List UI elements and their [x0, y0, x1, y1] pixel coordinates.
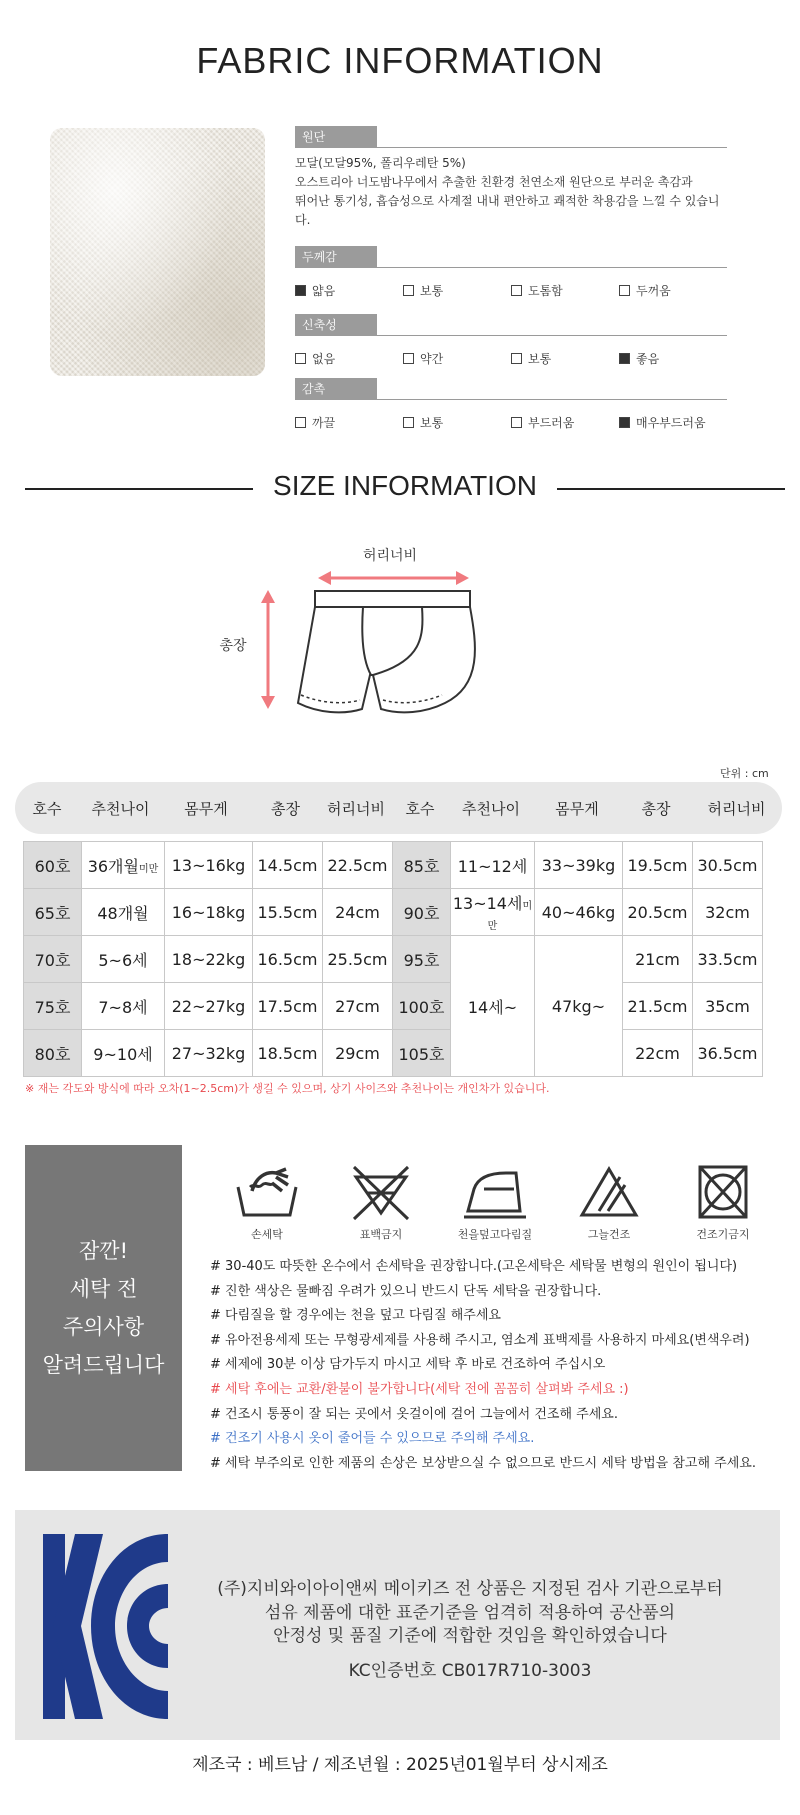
option-item: 도톰함 — [511, 282, 619, 299]
option-item: 얇음 — [295, 282, 403, 299]
option-item: 매우부드러움 — [619, 414, 727, 431]
table-row: 65호 48개월 16~18kg 15.5cm 24cm 90호 13~14세미만 40~46kg 20.5cm 32cm — [24, 889, 763, 936]
checkbox-checked-icon — [619, 417, 630, 428]
option-item: 보통 — [403, 282, 511, 299]
wash-icon-item: 천을덮고다림질 — [438, 1163, 552, 1242]
list-item: # 진한 색상은 물빠짐 우려가 있으니 반드시 단독 세탁을 권장합니다. — [210, 1283, 602, 1299]
option-item: 두꺼움 — [619, 282, 727, 299]
header-cell: 추천나이 — [462, 799, 520, 818]
boxer-shorts-icon — [298, 591, 475, 712]
thickness-label: 두께감 — [295, 246, 377, 268]
list-item: # 세제에 30분 이상 담가두지 마시고 세탁 후 바로 건조하여 주십시오 — [210, 1357, 606, 1373]
no-tumble-dry-icon — [688, 1163, 758, 1221]
list-item: # 세탁 부주의로 인한 제품의 손상은 보상받으실 수 없으므로 반드시 세탁 방법을 참고해 주세요. — [210, 1455, 756, 1471]
header-cell: 허리너비 — [707, 799, 766, 818]
header-cell: 호수 — [32, 799, 62, 818]
checkbox-checked-icon — [619, 353, 630, 364]
list-item: # 30-40도 따뜻한 온수에서 손세탁을 권장합니다.(고온세탁은 세탁물 변형의 원인이 됩니다) — [210, 1259, 738, 1274]
option-item: 보통 — [403, 414, 511, 431]
header-cell: 호수 — [405, 799, 435, 818]
fabric-swatch-image — [50, 128, 265, 376]
material-description: 모달(모달95%, 폴리우레탄 5%) 오스트리아 너도밤나무에서 추출한 친환경 천연소재 원단으로 부러운 촉감과 뛰어난 통기성, 흡습성으로 사계절 내내 편안하고 쾌적한 착용감을 느낄 수 있습니다. — [295, 156, 720, 227]
wash-icon-item: 표백금지 — [324, 1163, 438, 1242]
size-title: SIZE INFORMATION — [273, 470, 537, 501]
wash-icon-item: 손세탁 — [210, 1163, 324, 1242]
checkbox-checked-icon — [295, 285, 306, 296]
size-table — [23, 841, 763, 1077]
origin-info: 제조국 : 베트남 / 제조년월 : 2025년01월부터 상시제조 — [192, 1755, 608, 1775]
kc-code: KC인증번호 CB017R710-3003 — [348, 1660, 592, 1681]
fabric-info — [295, 126, 727, 446]
header-cell: 허리너비 — [327, 799, 385, 818]
fabric-title: FABRIC INFORMATION — [196, 40, 604, 81]
touch-section — [295, 378, 727, 430]
checkbox-icon — [403, 285, 414, 296]
elasticity-section — [295, 314, 727, 366]
header-cell: 몸무게 — [184, 799, 228, 818]
option-item: 약간 — [403, 350, 511, 367]
wash-icon-item: 건조기금지 — [666, 1163, 780, 1242]
merged-age-cell: 14세~ — [451, 936, 535, 1077]
touch-label: 감촉 — [295, 378, 377, 400]
list-item: # 유아전용세제 또는 무형광세제를 사용해 주시고, 염소계 표백제를 사용하지 마세요(변색우려) — [210, 1332, 750, 1348]
table-row: 75호 7~8세 22~27kg 17.5cm 27cm 100호 21.5cm 35cm — [24, 983, 763, 1030]
list-item: # 건조기 사용시 옷이 줄어들 수 있으므로 주의해 주세요. — [210, 1431, 535, 1447]
thickness-section — [295, 246, 727, 298]
wash-warning-panel: 잠깐! 세탁 전 주의사항 알려드립니다 — [25, 1145, 182, 1471]
table-row: 70호 5~6세 18~22kg 16.5cm 25.5cm 95호 14세~ 47kg~ 21cm 33.5cm — [24, 936, 763, 983]
size-note: ※ 재는 각도와 방식에 따라 오차(1~2.5cm)가 생길 수 있으며, 상기 사이즈와 추천나이는 개인차가 있습니다. — [25, 1082, 550, 1095]
arrow-down-icon — [261, 696, 275, 709]
wash-icon-item: 그늘건조 — [552, 1163, 666, 1242]
thickness-options — [295, 282, 727, 298]
material-label: 원단 — [295, 126, 377, 148]
option-item: 부드러움 — [511, 414, 619, 431]
merged-weight-cell: 47kg~ — [535, 936, 623, 1077]
no-bleach-icon — [346, 1163, 416, 1221]
list-item: # 건조시 통풍이 잘 되는 곳에서 옷걸이에 걸어 그늘에서 건조해 주세요. — [210, 1406, 618, 1422]
arrow-right-icon — [456, 571, 469, 585]
checkbox-icon — [403, 417, 414, 428]
material-section — [295, 126, 727, 230]
shade-dry-icon — [574, 1163, 644, 1221]
kc-certification — [15, 1510, 780, 1740]
checkbox-icon — [511, 353, 522, 364]
table-row: 60호 36개월미만 13~16kg 14.5cm 22.5cm 85호 11~12세 33~39kg 19.5cm 30.5cm — [24, 842, 763, 889]
header-cell: 몸무게 — [555, 799, 599, 818]
iron-with-cloth-icon — [460, 1163, 530, 1221]
list-item: # 다림질을 할 경우에는 천을 덮고 다림질 해주세요 — [210, 1308, 501, 1324]
unit-label: 단위 : cm — [720, 767, 769, 780]
header-cell: 추천나이 — [91, 799, 150, 818]
checkbox-icon — [295, 353, 306, 364]
header-cell: 총장 — [641, 799, 671, 818]
checkbox-icon — [619, 285, 630, 296]
option-item: 까끌 — [295, 414, 403, 431]
wash-icons — [210, 1163, 780, 1242]
kc-description: (주)지비와이아이앤씨 메이키즈 전 상품은 지정된 검사 기관으로부터 섬유 제품에 대한 표준기준을 엄격히 적용하여 공산품의 안정성 및 품질 기준에 적합한 것임을 확인하였습니다 KC인증번호 CB017R710-3003 — [190, 1578, 750, 1683]
checkbox-icon — [511, 285, 522, 296]
size-table-header — [15, 782, 782, 834]
list-item: # 세탁 후에는 교환/환불이 불가합니다(세탁 전에 꼼꼼히 살펴봐 주세요 :) — [210, 1381, 629, 1397]
checkbox-icon — [511, 417, 522, 428]
touch-options — [295, 414, 727, 430]
checkbox-icon — [403, 353, 414, 364]
table-row: 80호 9~10세 27~32kg 18.5cm 29cm 105호 22cm 36.5cm — [24, 1030, 763, 1077]
size-title-row — [25, 470, 785, 506]
option-item: 없음 — [295, 350, 403, 367]
kc-logo-icon — [43, 1534, 168, 1719]
elasticity-options — [295, 350, 727, 366]
checkbox-icon — [295, 417, 306, 428]
waist-label: 허리너비 — [362, 548, 418, 564]
size-diagram — [200, 545, 500, 740]
length-label: 총장 — [219, 638, 247, 654]
wash-instructions — [210, 1255, 780, 1476]
elasticity-label: 신축성 — [295, 314, 377, 336]
option-item: 좋음 — [619, 350, 727, 367]
arrow-up-icon — [261, 590, 275, 603]
hand-wash-icon — [232, 1163, 302, 1221]
header-cell: 총장 — [271, 799, 300, 818]
arrow-left-icon — [318, 571, 331, 585]
option-item: 보통 — [511, 350, 619, 367]
